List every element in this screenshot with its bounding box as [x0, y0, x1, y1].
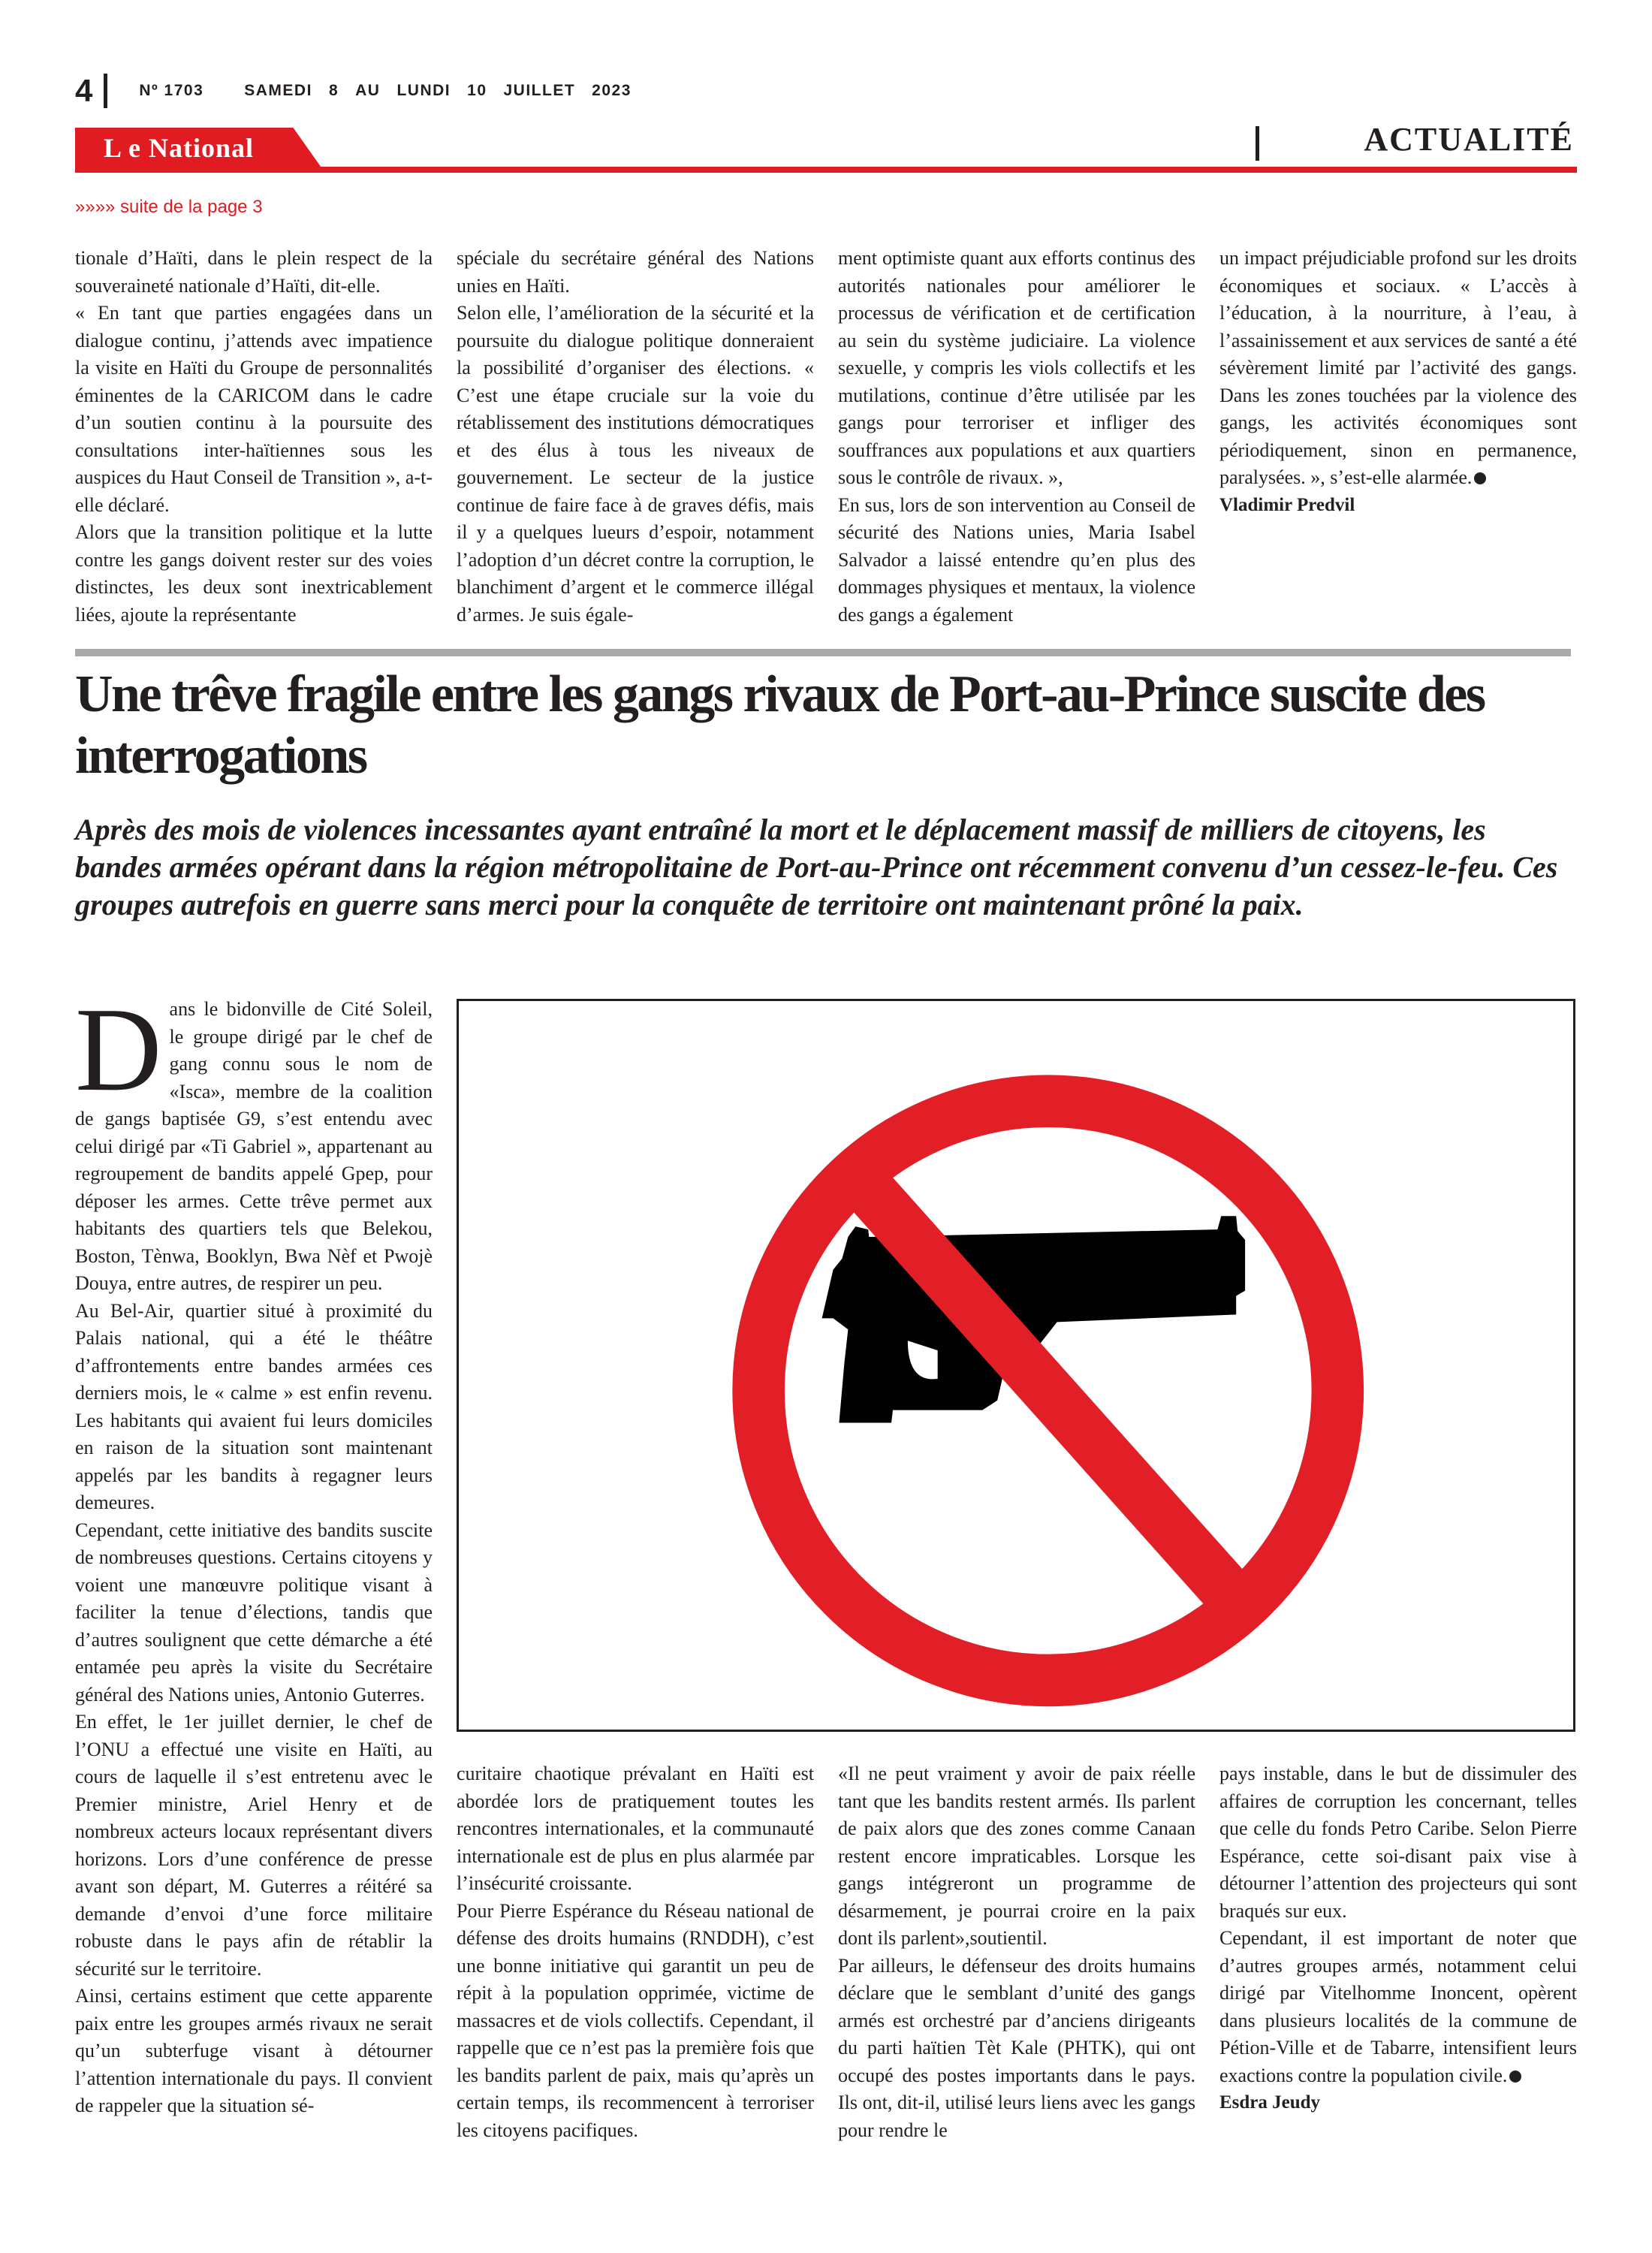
top-article-column-4: [1219, 245, 1577, 519]
lede: Après des mois de violences incessantes ayant entraîné la mort et le déplacement massif de milliers de citoyens, les bandes armées opérant dans la région métropolitaine de Port-au-Prince ont récemment convenu d’un cessez-le-feu. Ces groupes autrefois en guerre sans merci pour la conquête de territoire ont maintenant prôné la paix.: [75, 813, 1558, 921]
paragraph: Au Bel-Air, quartier situé à proximité du Palais national, qui a été le théâtre d’affrontements entre bandes armées ces derniers mois, le « calme » est enfin revenu. Les habitants qui avaient fui leurs domiciles en raison de la situation sont maintenant appelés par les bandits à regagner leurs demeures.: [75, 1299, 433, 1513]
section-title: ACTUALITÉ: [1364, 121, 1574, 158]
paragraph: [75, 982, 433, 1298]
date-part: 10: [467, 82, 487, 99]
paragraph: Pour Pierre Espérance du Réseau national de défense des droits humains (RNDDH), c’est une bonne initiative qui garantit un peu de répit à la population opprimée, victime de massacres et de viols collectifs. Cependant, il rappelle que ce n’est pas la première fois que les bandits parlent de paix, mais qu’après un certain temps, ils recommencent à terroriser les citoyens pacifiques.: [457, 1899, 814, 2141]
folio-divider: [104, 74, 107, 108]
paragraph: Ainsi, certains estiment que cette apparente paix entre les groupes armés rivaux ne serait qu’un subterfuge visant à détourner l’attention internationale du pays. Il convient de rappeler que la situation sé-: [75, 1985, 433, 2116]
date-part: 8: [328, 82, 339, 99]
paragraph: [1219, 245, 1577, 492]
header-rule: [75, 167, 1577, 173]
main-article-column-3: [838, 1760, 1195, 2144]
paragraph: En effet, le 1er juillet dernier, le chef de l’ONU a effectué une visite en Haïti, au cours de laquelle il s’est entretenu avec le Premier ministre, Ariel Henry et de nombreux acteurs locaux représentant divers horizons. Lors d’une conférence de presse avant son départ, M. Guterres a réitéré sa demande d’envoi d’une force militaire robuste dans le pays afin de rétablir la sécurité sur le territoire.: [75, 1711, 433, 1980]
paragraph: Cependant, cette initiative des bandits suscite de nombreuses questions. Certains citoyens y voient une manœuvre politique visant à faciliter la tenue d’élections, tandis que d’autres soulignent que cette démarche a été entamée peu après la visite du Secrétaire général des Nations unies, Antonio Guterres.: [75, 1519, 433, 1706]
paragraph: «Il ne peut vraiment y avoir de paix réelle tant que les bandits restent armés. Ils parlent de paix alors que des zones comme Canaan restent encore impraticables. Lorsque les gangs intégreront un programme de désarmement, je pourrai croire en la paix dont ils parlent»,soutientil.: [838, 1763, 1195, 1949]
drop-cap: D: [75, 982, 162, 1116]
paragraph: spéciale du secrétaire général des Nations unies en Haïti.: [457, 247, 814, 297]
paragraph: « En tant que parties engagées dans un dialogue continu, j’attends avec impatience la visite en Haïti du Groupe de personnalités éminentes de la CARICOM dans le cadre d’un soutien continu à la poursuite des consultations inter-haïtiennes sous les auspices du Haut Conseil de Transition », a-t-elle déclaré.: [75, 302, 433, 516]
paragraph: tionale d’Haïti, dans le plein respect de la souveraineté nationale d’Haïti, dit-elle.: [75, 247, 433, 297]
date-part: SAMEDI: [244, 82, 312, 99]
author-byline: Vladimir Predvil: [1219, 494, 1355, 515]
main-article-column-2: [457, 1760, 814, 2144]
paragraph: Alors que la transition politique et la lutte contre les gangs doivent rester sur des voies distinctes, les deux sont inextricablement liées, ajoute la représentante: [75, 521, 433, 626]
top-article-column-3: [838, 245, 1195, 629]
top-article-column-2: [457, 245, 814, 629]
paragraph: curitaire chaotique prévalant en Haïti est abordée lors de pratiquement toutes les rencontres internationales, et la communauté internationale est de plus en plus alarmée par l’insécurité croissante.: [457, 1763, 814, 1894]
paragraph-text: Cependant, il est important de noter que d’autres groupes armés, notamment celui dirigé par Vitelhomme Inoncent, opèrent dans plusieurs localités de la commune de Pétion-Ville et de Tabarre, intensifient leurs exactions contre la population civile.: [1219, 1927, 1577, 2086]
main-article-column-4: [1219, 1760, 1577, 2117]
headline: Une trêve fragile entre les gangs rivaux de Port-au-Prince suscite des interrogations: [75, 665, 1485, 785]
paragraph-text: un impact préjudiciable profond sur les droits économiques et sociaux. « L’accès à l’éducation, à la nourriture, à l’eau, à l’assainissement et aux services de santé a été sévèrement limité par l’activité des gangs. Dans les zones touchées par la violence des gangs, les activités économiques sont périodiquement, sinon en permanence, paralysées. », s’est-elle alarmée.: [1219, 247, 1577, 488]
date-part: JUILLET: [503, 82, 576, 99]
continued-from-label: »»»» suite de la page 3: [75, 197, 263, 217]
paragraph-text: ans le bidonville de Cité Soleil, le groupe dirigé par le chef de gang connu sous le nom de «Isca», membre de la coalition de gangs baptisée G9, s’est entendu avec celui dirigé par «Ti Gabriel », appartenant au regroupement de bandits appelé Gpep, pour déposer les armes. Cette trêve permet aux habitants des quartiers tels que Belekou, Boston, Tènwa, Booklyn, Bwa Nèf et Pwojè Douya, entre autres, de respirer un peu.: [75, 998, 433, 1294]
end-mark-icon: [1509, 2071, 1521, 2083]
article-separator: [75, 649, 1571, 656]
paragraph: En sus, lors de son intervention au Conseil de sécurité des Nations unies, Maria Isabel Salvador a laissé entendre qu’en plus des dommages physiques et mentaux, la violence des gangs a également: [838, 493, 1195, 626]
article-photo: [457, 999, 1575, 1732]
end-mark-icon: [1474, 472, 1486, 484]
paragraph: [1219, 1925, 1577, 2089]
paragraph: Selon elle, l’amélioration de la sécurité et la poursuite du dialogue politique donneraient la possibilité d’organiser des élections. « C’est une étape cruciale sur la voie du rétablissement des institutions démocratiques et des élus à tous les niveaux de gouvernement. Le secteur de la justice continue de faire face à de graves défis, mais il y a quelques lueurs d’espoir, notamment l’adoption d’un décret contre la corruption, le blanchiment d’argent et le commerce illégal d’armes. Je suis égale-: [457, 302, 814, 626]
paragraph: pays instable, dans le but de dissimuler des affaires de corruption les concernant, telles que celle du fonds Petro Caribe. Selon Pierre Espérance, cette soi-disant paix vise à détourner l’attention des projecteurs qui sont braqués sur eux.: [1219, 1763, 1577, 1922]
newspaper-brand: L e National: [104, 133, 255, 163]
paragraph: Par ailleurs, le défenseur des droits humains déclare que le semblant d’unité des gangs armés est orchestré par d’anciens dirigeants du parti haïtien Tèt Kale (PHTK), qui ont occupé des postes importants dans le pays. Ils ont, dit-il, utilisé leurs liens avec les gangs pour rendre le: [838, 1954, 1195, 2141]
date-part: LUNDI: [396, 82, 451, 99]
section-divider: [1256, 126, 1259, 161]
no-guns-icon: [459, 1001, 1573, 1730]
paragraph: ment optimiste quant aux efforts continus des autorités nationales pour améliorer le processus de vérification et de certification au sein du système judiciaire. La violence sexuelle, y compris les viols collectifs et les mutilations, continue d’être utilisée par les gangs pour terroriser et infliger des souffrances aux populations et aux quartiers sous le contrôle de rivaux. »,: [838, 247, 1195, 488]
page-number: 4: [75, 73, 94, 108]
top-article-column-1: [75, 245, 433, 629]
folio-line: [75, 72, 648, 110]
author-byline: Esdra Jeudy: [1219, 2092, 1321, 2113]
date-part: AU: [355, 82, 381, 99]
issue-number: Nº 1703: [139, 82, 204, 99]
main-article-column-1: [75, 982, 433, 2120]
date-part: 2023: [592, 82, 632, 99]
